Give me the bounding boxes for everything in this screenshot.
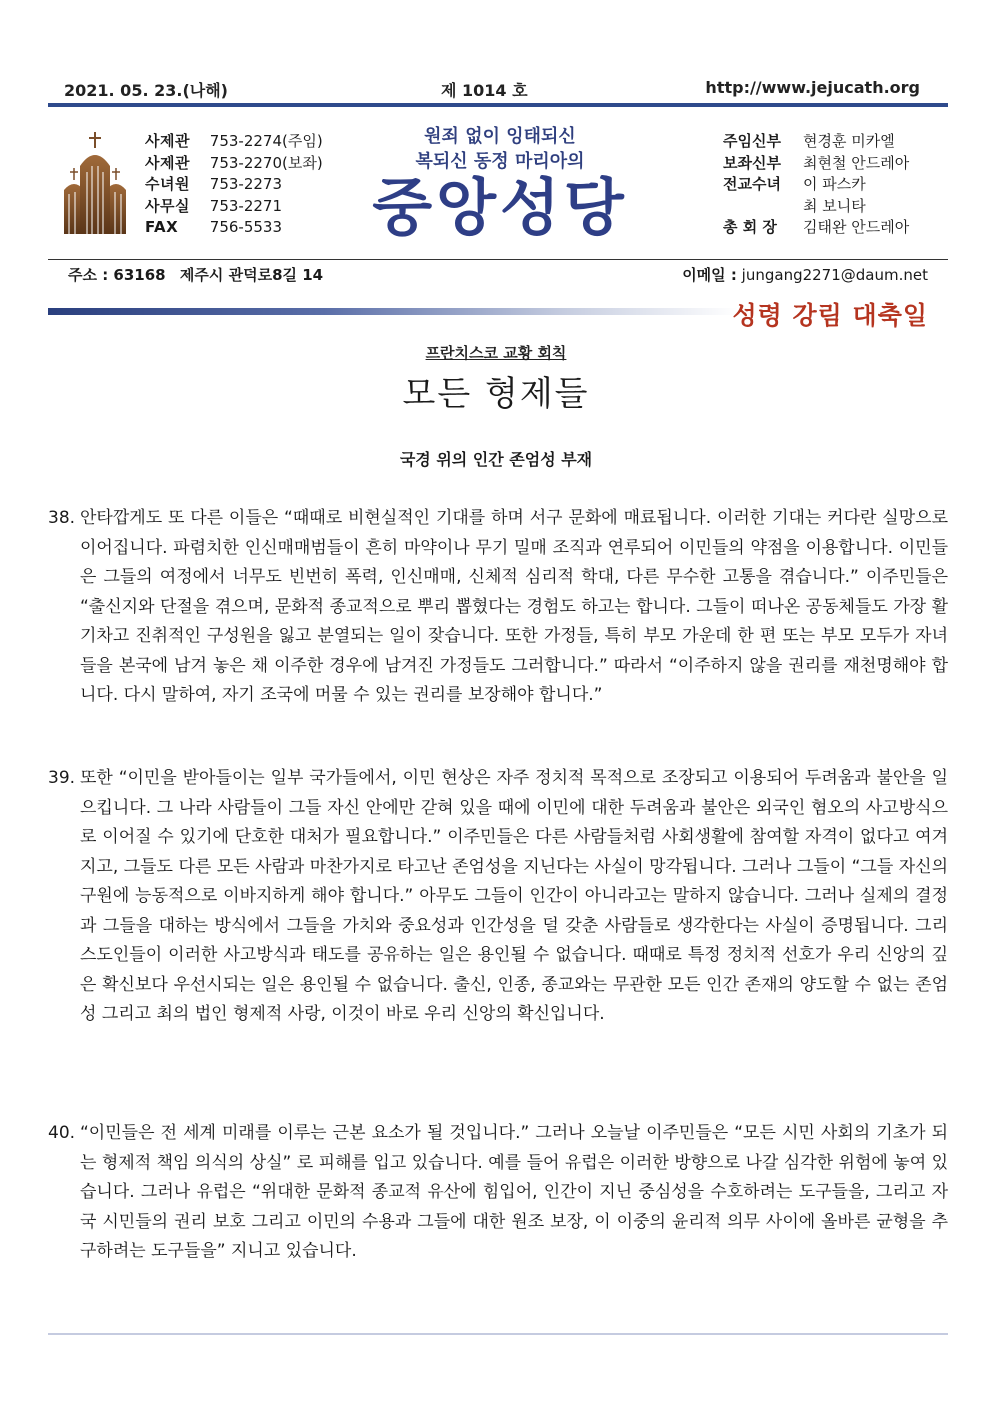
issue-number: 제 1014 호 [441,81,528,100]
feast-title: 성령 강림 대축일 [732,301,928,330]
paragraph [48,504,948,711]
paragraph-text: 또한 “이민을 받아들이는 일부 국가들에서, 이민 현상은 자주 정치적 목적으로 조장되고 이용되어 두려움과 불안을 일으킵니다. 그 나라 사람들이 그들 자신 안에만 갇혀 있을 때에 이민에 대한 두려움과 불안은 외국인 혐오의 사고방식으로 이어질 수 있기에 단호한 대처가 필요합니다.” 이주민들은 다른 사람들처럼 사회생활에 참여할 자격이 없다고 여겨지고, 그들도 다른 모든 사람과 마찬가지로 타고난 존엄성을 지닌다는 사실이 망각됩니다. 그러나 그들이 “그들 자신의 구원에 능동적으로 이바지하게 해야 합니다.” 아무도 그들이 인간이 아니라고는 말하지 않습니다. 그러나 실제의 결정과 그들을 대하는 방식에서 그들을 가치와 중요성과 인간성을 덜 갖춘 사람들로 생각한다는 사실이 증명됩니다. 그리스도인들이 이러한 사고방식과 태도를 공유하는 일은 용인될 수 없습니다. 때때로 특정 정치적 선호가 우리 신앙의 깊은 확신보다 우선시되는 일은 용인될 수 없습니다. 출신, 인종, 종교와는 무관한 모든 인간 존재의 양도할 수 없는 존엄성 그리고 최의 법인 형제적 사랑, 이것이 바로 우리 신앙의 확신입니다. [80,768,948,1024]
top-divider [48,103,948,107]
header-divider [48,259,948,260]
clergy-row: 보좌신부 최현철 안드레아 [723,153,910,172]
clergy-row: 전교수녀 이 파스카 [723,175,866,193]
document-source: 프란치스코 교황 회칙 [425,344,567,362]
contact-row: FAX 756-5533 [145,218,282,236]
clergy-row: 최 보니타 [803,196,866,215]
paragraph [48,764,948,1030]
contact-row: 사제관 753-2274(주임) [145,132,323,150]
parish-subtitle: 원죄 없이 잉태되신 복되신 동정 마리아의 [415,126,585,172]
address: 주소 : 63168 제주시 관덕로8길 14 [68,266,324,284]
website-link[interactable]: http://www.jejucath.org [705,78,920,97]
issue-date: 2021. 05. 23.(나해) [64,81,228,100]
contact-row: 사무실 753-2271 [145,196,282,215]
clergy-list [723,131,909,239]
clergy-row: 총 회 장 김태완 안드레아 [723,218,910,236]
parish-name: 중앙성당 [372,171,628,244]
paragraph-text: 안타깝게도 또 다른 이들은 “때때로 비현실적인 기대를 하며 서구 문화에 매료됩니다. 이러한 기대는 커다란 실망으로 이어집니다. 파렴치한 인신매매범들이 흔히 마약이나 무기 밀매 조직과 연루되어 이민들의 약점을 이용합니다. 이민들은 그들의 여정에서 너무도 빈번히 폭력, 인신매매, 신체적 심리적 학대, 다른 무수한 고통을 겪습니다.” 이주민들은 “출신지와 단절을 겪으며, 문화적 종교적으로 뿌리 뽑혔다는 경험도 하고는 합니다. 그들이 떠나온 공동체들도 가장 활기차고 진취적인 구성원을 잃고 분열되는 일이 잦습니다. 또한 가정들, 특히 부모 가운데 한 편 또는 부모 모두가 자녀들을 본국에 남겨 놓은 채 이주한 경우에 남겨진 가정들도 그러합니다.” 따라서 “이주하지 않을 권리를 재천명해야 합니다. 다시 말하여, 자기 조국에 머물 수 있는 권리를 보장해야 합니다.” [80,508,948,705]
contact-row: 사제관 753-2270(보좌) [145,153,323,172]
contact-row: 수녀원 753-2273 [145,175,282,193]
footer-divider [48,1333,948,1335]
top-info-bar [48,78,948,100]
clergy-row: 주임신부 현경훈 미카엘 [723,132,895,150]
document-title: 모든 형제들 [402,374,590,414]
church-logo-icon [60,130,130,235]
paragraph-text: “이민들은 전 세계 미래를 이루는 근본 요소가 될 것입니다.” 그러나 오늘날 이주민들은 “모든 시민 사회의 기초가 되는 형제적 책임 의식의 상실” 로 피해를 입고 있습니다. 예를 들어 유럽은 이러한 방향으로 나갈 심각한 위험에 놓여 있습니다. 그러나 유럽은 “위대한 문화적 종교적 유산에 힘입어, 인간이 지닌 중심성을 수호하려는 도구들을, 그리고 자국 시민들의 권리 보호 그리고 이민의 수용과 그들에 대한 원조 보장, 이 이중의 윤리적 의무 사이에 올바른 균형을 추구하려는 도구들을” 지니고 있습니다. [80,1123,948,1261]
paragraph-number: 39. [48,768,76,788]
paragraph-number: 40. [48,1123,76,1143]
paragraph [48,1119,948,1267]
paragraph-number: 38. [48,508,76,528]
email: 이메일 : jungang2271@daum.net [682,266,928,284]
gradient-bar [48,308,738,315]
email-link[interactable]: jungang2271@daum.net [741,266,928,284]
contact-list [145,131,323,239]
section-heading: 국경 위의 인간 존엄성 부재 [399,450,593,469]
